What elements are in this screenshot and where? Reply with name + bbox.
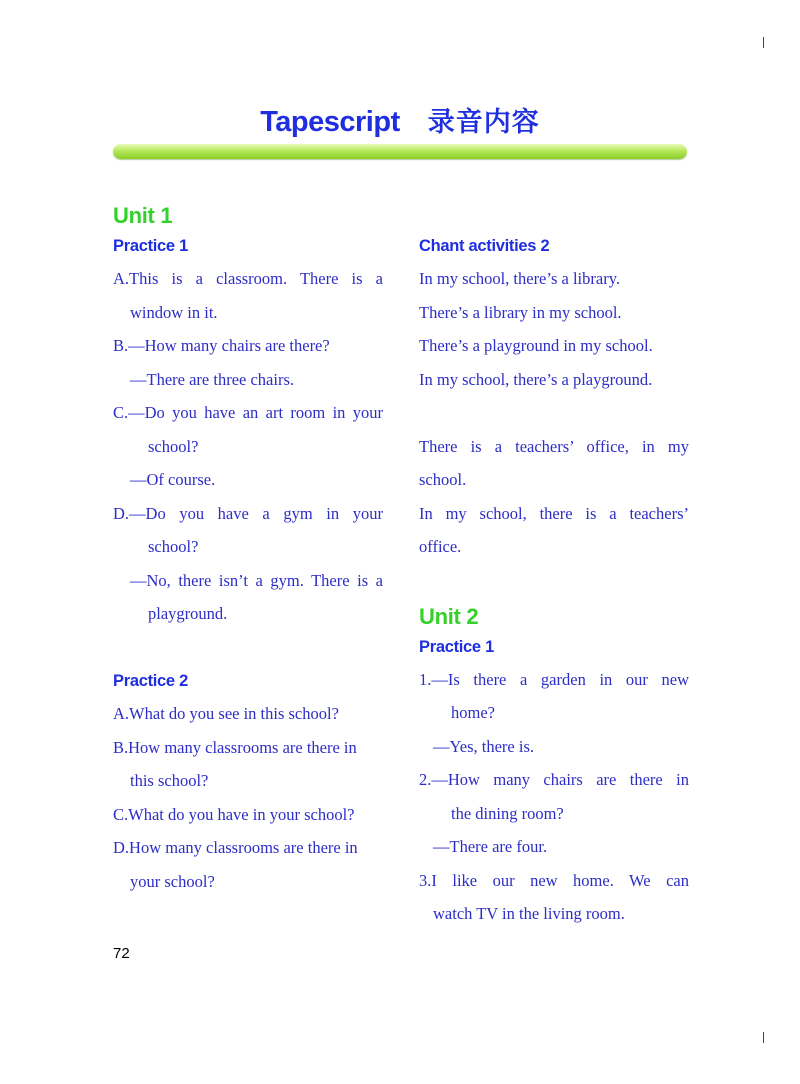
text-line: C.What do you have in your school?	[113, 804, 355, 824]
text-line: A.What do you see in this school?	[113, 704, 339, 723]
title-english: Tapescript	[260, 106, 400, 138]
text-line: B.How many classrooms are there in	[113, 737, 357, 757]
text-line: home?	[451, 703, 495, 722]
text-line: In my school, there is a teachers’	[419, 503, 689, 523]
right-column	[419, 231, 689, 933]
text-line: 3.I like our new home. We can	[419, 870, 689, 890]
text-line: this school?	[130, 771, 209, 790]
text-line: —No, there isn’t a gym. There is a	[130, 570, 383, 590]
text-line: There is a teachers’ office, in my	[419, 436, 689, 456]
unit1-heading: Unit 1	[113, 203, 173, 228]
text-line: There’s a library in my school.	[419, 302, 622, 322]
crop-mark-bottom	[763, 1032, 764, 1043]
chant-activities-heading: Chant activities 2	[419, 237, 550, 255]
text-line: C.—Do you have an art room in your	[113, 403, 383, 422]
left-column	[113, 200, 383, 900]
text-line: In my school, there’s a library.	[419, 269, 620, 288]
text-line: D.—Do you have a gym in your	[113, 503, 383, 523]
unit1-practice1-heading: Practice 1	[113, 237, 188, 255]
unit1-practice2-heading: Practice 2	[113, 672, 188, 690]
text-line: A.This is a classroom. There is a	[113, 269, 383, 288]
text-line: office.	[419, 537, 462, 556]
text-line: watch TV in the living room.	[433, 904, 625, 923]
title-underline-bar	[113, 144, 687, 159]
text-line: B.—How many chairs are there?	[113, 336, 330, 355]
text-line: 2.—How many chairs are there in	[419, 770, 689, 789]
text-line: 1.—Is there a garden in our new	[419, 669, 689, 689]
text-line: —Yes, there is.	[433, 736, 534, 756]
page-title	[0, 100, 800, 139]
text-line: school?	[148, 436, 199, 456]
text-line: —Of course.	[130, 470, 216, 489]
spacer	[419, 398, 689, 432]
text-line: playground.	[148, 604, 228, 623]
text-line: —There are three chairs.	[130, 369, 294, 389]
text-line: —There are four.	[433, 837, 548, 856]
crop-mark-top	[763, 37, 764, 48]
text-line: the dining room?	[451, 803, 564, 823]
text-line: school.	[419, 470, 467, 489]
spacer	[113, 633, 383, 667]
title-chinese: 录音内容	[427, 107, 540, 138]
unit2-practice1-heading: Practice 1	[419, 637, 494, 656]
page-number: 72	[113, 945, 130, 962]
text-line: In my school, there’s a playground.	[419, 369, 653, 389]
text-line: school?	[148, 537, 199, 556]
spacer	[419, 566, 689, 601]
text-line: your school?	[130, 871, 215, 891]
text-line: window in it.	[130, 302, 218, 322]
unit2-heading: Unit 2	[419, 603, 479, 629]
text-line: D.How many classrooms are there in	[113, 838, 358, 857]
text-line: There’s a playground in my school.	[419, 336, 653, 355]
